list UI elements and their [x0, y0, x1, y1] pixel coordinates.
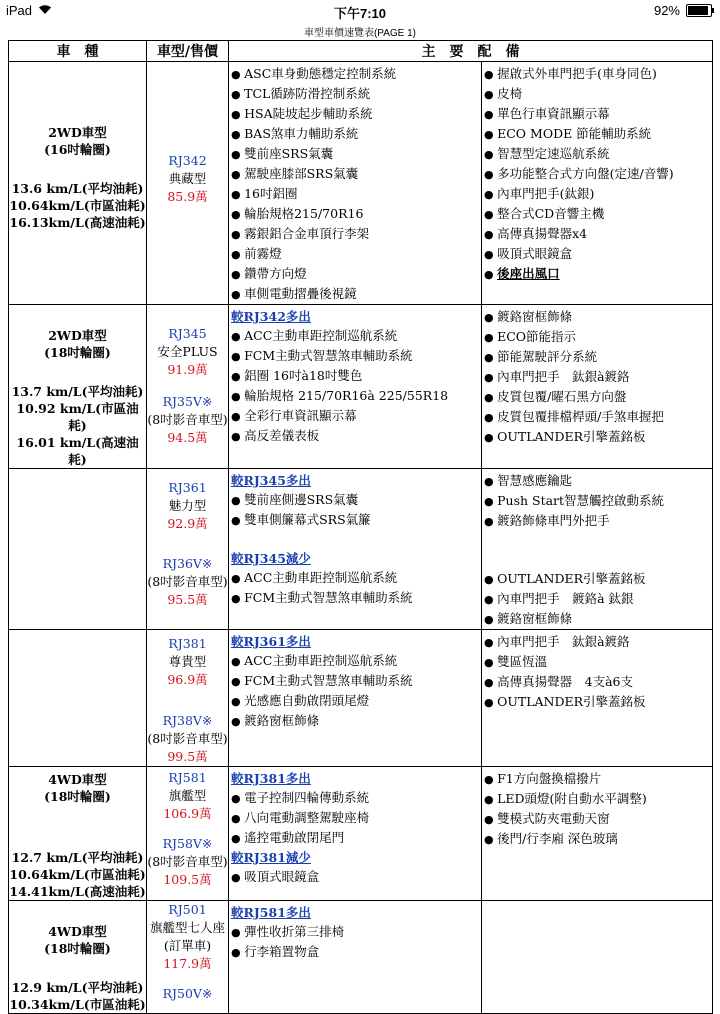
- header-model: 車 種: [9, 41, 147, 62]
- feature-spacer: [231, 530, 481, 549]
- feature-item: ● 皮質包覆/曜石黑方向盤: [484, 387, 712, 407]
- feature-item: ● 16吋鋁圈: [231, 184, 481, 204]
- feature-item: ● 雙模式防夾電動天窗: [484, 809, 712, 829]
- battery-percent: 92%: [653, 3, 680, 18]
- fuel-economy-line: 14.41km/L(高速油耗): [9, 884, 146, 899]
- feature-item: ● 輪胎規格 215/70R16à 225/55R18: [231, 386, 481, 406]
- feature-cell-secondary: [482, 62, 713, 305]
- feature-item: ● 遙控電動啟閉尾門: [231, 828, 481, 848]
- trim-code: RJ342: [168, 153, 207, 168]
- trim-block: [147, 325, 228, 379]
- feature-item: ● 握啟式外車門把手(車身同色): [484, 64, 712, 84]
- trim-cell: [147, 767, 229, 901]
- trim-block: [147, 901, 228, 973]
- model-name: 4WD車型: [48, 772, 107, 787]
- trim-price: 95.5萬: [167, 592, 208, 607]
- feature-cell-primary: [229, 62, 482, 305]
- feature-item: ● 內車門把手(鈦銀): [484, 184, 712, 204]
- model-name: 2WD車型: [48, 125, 107, 140]
- feature-item: [484, 264, 712, 284]
- model-cell: [9, 630, 147, 767]
- trim-code: RJ501: [168, 902, 207, 917]
- feature-item: ● ACC主動車距控制巡航系統: [231, 651, 481, 671]
- feature-cell-primary: [229, 469, 482, 630]
- model-cell: [9, 62, 147, 305]
- trim-cell: [147, 901, 229, 1014]
- feature-diff-heading: 較RJ361多出: [231, 634, 311, 649]
- feature-item: ● 高傳真揚聲器x4: [484, 224, 712, 244]
- model-heading: [9, 305, 146, 361]
- fuel-economy-line: 16.01 km/L(高速油耗): [16, 435, 139, 467]
- trim-name: 旗艦型七人座: [149, 920, 225, 935]
- feature-item: ● ACC主動車距控制巡航系統: [231, 568, 481, 588]
- trim-name: 典藏型: [168, 171, 207, 186]
- feature-item: ● 內車門把手 鈦銀à鍍鉻: [484, 632, 712, 652]
- trim-block: [147, 393, 228, 447]
- feature-item: ● 駕駛座膝部SRS氣囊: [231, 164, 481, 184]
- trim-code: RJ581: [168, 770, 207, 785]
- fuel-economy-line: 10.64km/L(市區油耗): [9, 198, 146, 213]
- feature-cell-secondary: [482, 630, 713, 767]
- trim-code: RJ381: [168, 636, 207, 651]
- trim-name: 魅力型: [168, 498, 207, 513]
- wheel-size: (18吋輪圈): [44, 789, 111, 804]
- fuel-economy-line: 13.6 km/L(平均油耗): [11, 181, 144, 196]
- model-cell: [9, 305, 147, 469]
- feature-item: ● ASC車身動態穩定控制系統: [231, 64, 481, 84]
- feature-list: [482, 62, 712, 284]
- trim-code: RJ36V※: [162, 556, 213, 571]
- trim-price: 85.9萬: [167, 189, 208, 204]
- wheel-size: (16吋輪圈): [44, 142, 111, 157]
- feature-spacer: [484, 531, 712, 550]
- feature-item: ● 鋁圈 16吋à18吋雙色: [231, 366, 481, 386]
- fuel-economy-line: 10.34km/L(市區油耗): [9, 997, 146, 1012]
- feature-cell-primary: [229, 901, 482, 1014]
- feature-item: ● 皮質包覆排檔桿頭/手煞車握把: [484, 407, 712, 427]
- trim-code: RJ50V※: [162, 986, 213, 1001]
- header-trim: 車型/售價: [147, 41, 229, 62]
- fuel-economy-line: 10.92 km/L(市區油耗): [16, 401, 139, 433]
- feature-item: ● 電子控制四輪傳動系統: [231, 788, 481, 808]
- trim-note: (訂單車): [163, 938, 212, 953]
- feature-diff-heading: 較RJ381多出: [231, 771, 311, 786]
- feature-item: ● OUTLANDER引擎蓋銘板: [484, 427, 712, 447]
- trim-price: 117.9萬: [163, 956, 212, 971]
- feature-item: ● 多功能整合式方向盤(定速/音響): [484, 164, 712, 184]
- model-heading: [9, 630, 146, 633]
- feature-list: [229, 469, 481, 608]
- table-header-row: [9, 41, 713, 62]
- feature-item: ● 內車門把手 鍍鉻à 鈦銀: [484, 589, 712, 609]
- trim-block: [147, 555, 228, 609]
- fuel-economy-line: 10.64km/L(市區油耗): [9, 867, 146, 882]
- trim-cell: [147, 630, 229, 767]
- trim-price: 96.9萬: [167, 672, 208, 687]
- trim-code: RJ58V※: [162, 836, 213, 851]
- feature-item: ● 內車門把手 鈦銀à鍍鉻: [484, 367, 712, 387]
- feature-item: ● 單色行車資訊顯示幕: [484, 104, 712, 124]
- feature-item: ● 全彩行車資訊顯示幕: [231, 406, 481, 426]
- model-name: 2WD車型: [48, 328, 107, 343]
- trim-name: (8吋影音車型): [147, 731, 228, 746]
- trim-code: RJ35V※: [162, 394, 213, 409]
- feature-list: [482, 469, 712, 629]
- feature-list: [229, 901, 481, 962]
- feature-item: ● ACC主動車距控制巡航系統: [231, 326, 481, 346]
- feature-item: ● OUTLANDER引擎蓋銘板: [484, 692, 712, 712]
- feature-item: ● 吸頂式眼鏡盒: [231, 867, 481, 887]
- feature-item: ● OUTLANDER引擎蓋銘板: [484, 569, 712, 589]
- fuel-economy-line: 12.7 km/L(平均油耗): [11, 850, 144, 865]
- trim-price: 91.9萬: [167, 362, 208, 377]
- feature-cell-secondary: [482, 901, 713, 1014]
- price-spec-table: [8, 40, 713, 1014]
- table-row: [9, 62, 713, 305]
- feature-item: ● 雙區恆溫: [484, 652, 712, 672]
- feature-item: ● FCM主動式智慧煞車輔助系統: [231, 671, 481, 691]
- feature-item: ● ECO節能指示: [484, 327, 712, 347]
- feature-list: [229, 767, 481, 887]
- table-row: [9, 469, 713, 630]
- feature-spacer: [484, 550, 712, 569]
- document-title: 車型車價速覽表(PAGE 1): [303, 28, 417, 39]
- model-cell: [9, 767, 147, 901]
- feature-item-label: 後座出風口: [497, 266, 560, 281]
- feature-item: ● 吸頂式眼鏡盒: [484, 244, 712, 264]
- feature-item: ● LED頭燈(附自動水平調整): [484, 789, 712, 809]
- fuel-economy-line: 12.9 km/L(平均油耗): [11, 980, 144, 995]
- trim-name: 旗艦型: [168, 788, 207, 803]
- feature-diff-heading: 較RJ342多出: [231, 309, 311, 324]
- feature-diff-heading: 較RJ381減少: [231, 850, 311, 865]
- feature-item: ● 霧銀鋁合金車頂行李架: [231, 224, 481, 244]
- trim-block: [147, 152, 228, 206]
- feature-item: ● 鍍鉻窗框飾條: [484, 609, 712, 629]
- trim-price: 109.5萬: [163, 872, 212, 887]
- feature-item: ● TCL循跡防滑控制系統: [231, 84, 481, 104]
- table-row: [9, 767, 713, 901]
- feature-item: ● 智慧型定速巡航系統: [484, 144, 712, 164]
- feature-item: ● 鍍鉻飾條車門外把手: [484, 511, 712, 531]
- trim-block: [147, 835, 228, 889]
- trim-cell: [147, 305, 229, 469]
- feature-cell-primary: [229, 767, 482, 901]
- clock: 下午7:10: [333, 6, 387, 21]
- feature-item: ● 八向電動調整駕駛座椅: [231, 808, 481, 828]
- feature-cell-secondary: [482, 767, 713, 901]
- feature-item: ● 後門/行李廂 深色玻璃: [484, 829, 712, 849]
- trim-code: RJ345: [168, 326, 207, 341]
- feature-item: ● Push Start智慧觸控啟動系統: [484, 491, 712, 511]
- feature-item: ● 皮椅: [484, 84, 712, 104]
- model-heading: [9, 901, 146, 957]
- fuel-economy: [9, 849, 146, 900]
- feature-item: ● 智慧感應鑰匙: [484, 471, 712, 491]
- wheel-size: (18吋輪圈): [44, 941, 111, 956]
- fuel-economy-line: 13.7 km/L(平均油耗): [11, 384, 144, 399]
- feature-item: ● 行李箱置物盒: [231, 942, 481, 962]
- trim-block: [147, 985, 228, 1003]
- trim-price: 92.9萬: [167, 516, 208, 531]
- feature-item: ● 光感應自動啟閉頭尾燈: [231, 691, 481, 711]
- trim-price: 94.5萬: [167, 430, 208, 445]
- feature-item: ● 鍍鉻窗框飾條: [231, 711, 481, 731]
- feature-item: ● 節能駕駛評分系統: [484, 347, 712, 367]
- fuel-economy: [9, 180, 146, 231]
- trim-block: [147, 479, 228, 533]
- feature-item: ● 高反差儀表板: [231, 426, 481, 446]
- feature-item: ● 車側電動摺疊後視鏡: [231, 284, 481, 304]
- status-bar: [0, 0, 720, 22]
- feature-item: ● 雙前座SRS氣囊: [231, 144, 481, 164]
- table-row: [9, 901, 713, 1014]
- model-cell: [9, 469, 147, 630]
- fuel-economy: [9, 383, 146, 468]
- trim-block: [147, 712, 228, 766]
- trim-code: RJ361: [168, 480, 207, 495]
- feature-list: [229, 630, 481, 731]
- trim-cell: [147, 469, 229, 630]
- trim-name: (8吋影音車型): [147, 412, 228, 427]
- model-heading: [9, 469, 146, 472]
- trim-code: RJ38V※: [162, 713, 213, 728]
- trim-name: 安全PLUS: [157, 344, 218, 359]
- model-heading: [9, 767, 146, 805]
- feature-item: ● 前霧燈: [231, 244, 481, 264]
- table-row: [9, 630, 713, 767]
- feature-item: ● 彈性收折第三排椅: [231, 922, 481, 942]
- feature-cell-primary: [229, 630, 482, 767]
- trim-name: (8吋影音車型): [147, 574, 228, 589]
- feature-list: [482, 630, 712, 712]
- feature-item: ● FCM主動式智慧煞車輔助系統: [231, 346, 481, 366]
- wheel-size: (18吋輪圈): [44, 345, 111, 360]
- feature-list: [482, 901, 712, 903]
- trim-cell: [147, 62, 229, 305]
- feature-list: [482, 767, 712, 849]
- trim-price: 106.9萬: [163, 806, 212, 821]
- feature-list: [229, 62, 481, 304]
- trim-block: [147, 769, 228, 823]
- feature-item: ● 雙車側簾幕式SRS氣簾: [231, 510, 481, 530]
- feature-item: ● HSA陡坡起步輔助系統: [231, 104, 481, 124]
- feature-item: ● FCM主動式智慧煞車輔助系統: [231, 588, 481, 608]
- battery-icon: [686, 4, 712, 17]
- trim-block: [147, 635, 228, 689]
- feature-diff-heading: 較RJ345減少: [231, 551, 311, 566]
- fuel-economy: [9, 979, 146, 1013]
- trim-name: (8吋影音車型): [147, 854, 228, 869]
- feature-cell-primary: [229, 305, 482, 469]
- feature-item: ● 鑽帶方向燈: [231, 264, 481, 284]
- feature-list: [482, 305, 712, 447]
- feature-diff-heading: 較RJ345多出: [231, 473, 311, 488]
- feature-item: ● 輪胎規格215/70R16: [231, 204, 481, 224]
- feature-cell-secondary: [482, 305, 713, 469]
- header-features: 主 要 配 備: [229, 41, 713, 62]
- feature-cell-secondary: [482, 469, 713, 630]
- trim-name: 尊貴型: [168, 654, 207, 669]
- feature-item: ● 整合式CD音響主機: [484, 204, 712, 224]
- table-row: [9, 305, 713, 469]
- feature-item: ● F1方向盤換檔撥片: [484, 769, 712, 789]
- device-name: iPad: [6, 3, 33, 18]
- trim-price: 99.5萬: [167, 749, 208, 764]
- feature-list: [229, 305, 481, 446]
- feature-item: ● 雙前座側邊SRS氣囊: [231, 490, 481, 510]
- model-cell: [9, 901, 147, 1014]
- feature-item: ● BAS煞車力輔助系統: [231, 124, 481, 144]
- feature-diff-heading: 較RJ581多出: [231, 905, 311, 920]
- model-name: 4WD車型: [48, 924, 107, 939]
- fuel-economy-line: 16.13km/L(高速油耗): [9, 215, 146, 230]
- feature-item: ● ECO MODE 節能輔助系統: [484, 124, 712, 144]
- feature-item: ● 鍍鉻窗框飾條: [484, 307, 712, 327]
- feature-item: ● 高傳真揚聲器 4支à6支: [484, 672, 712, 692]
- model-heading: [9, 62, 146, 158]
